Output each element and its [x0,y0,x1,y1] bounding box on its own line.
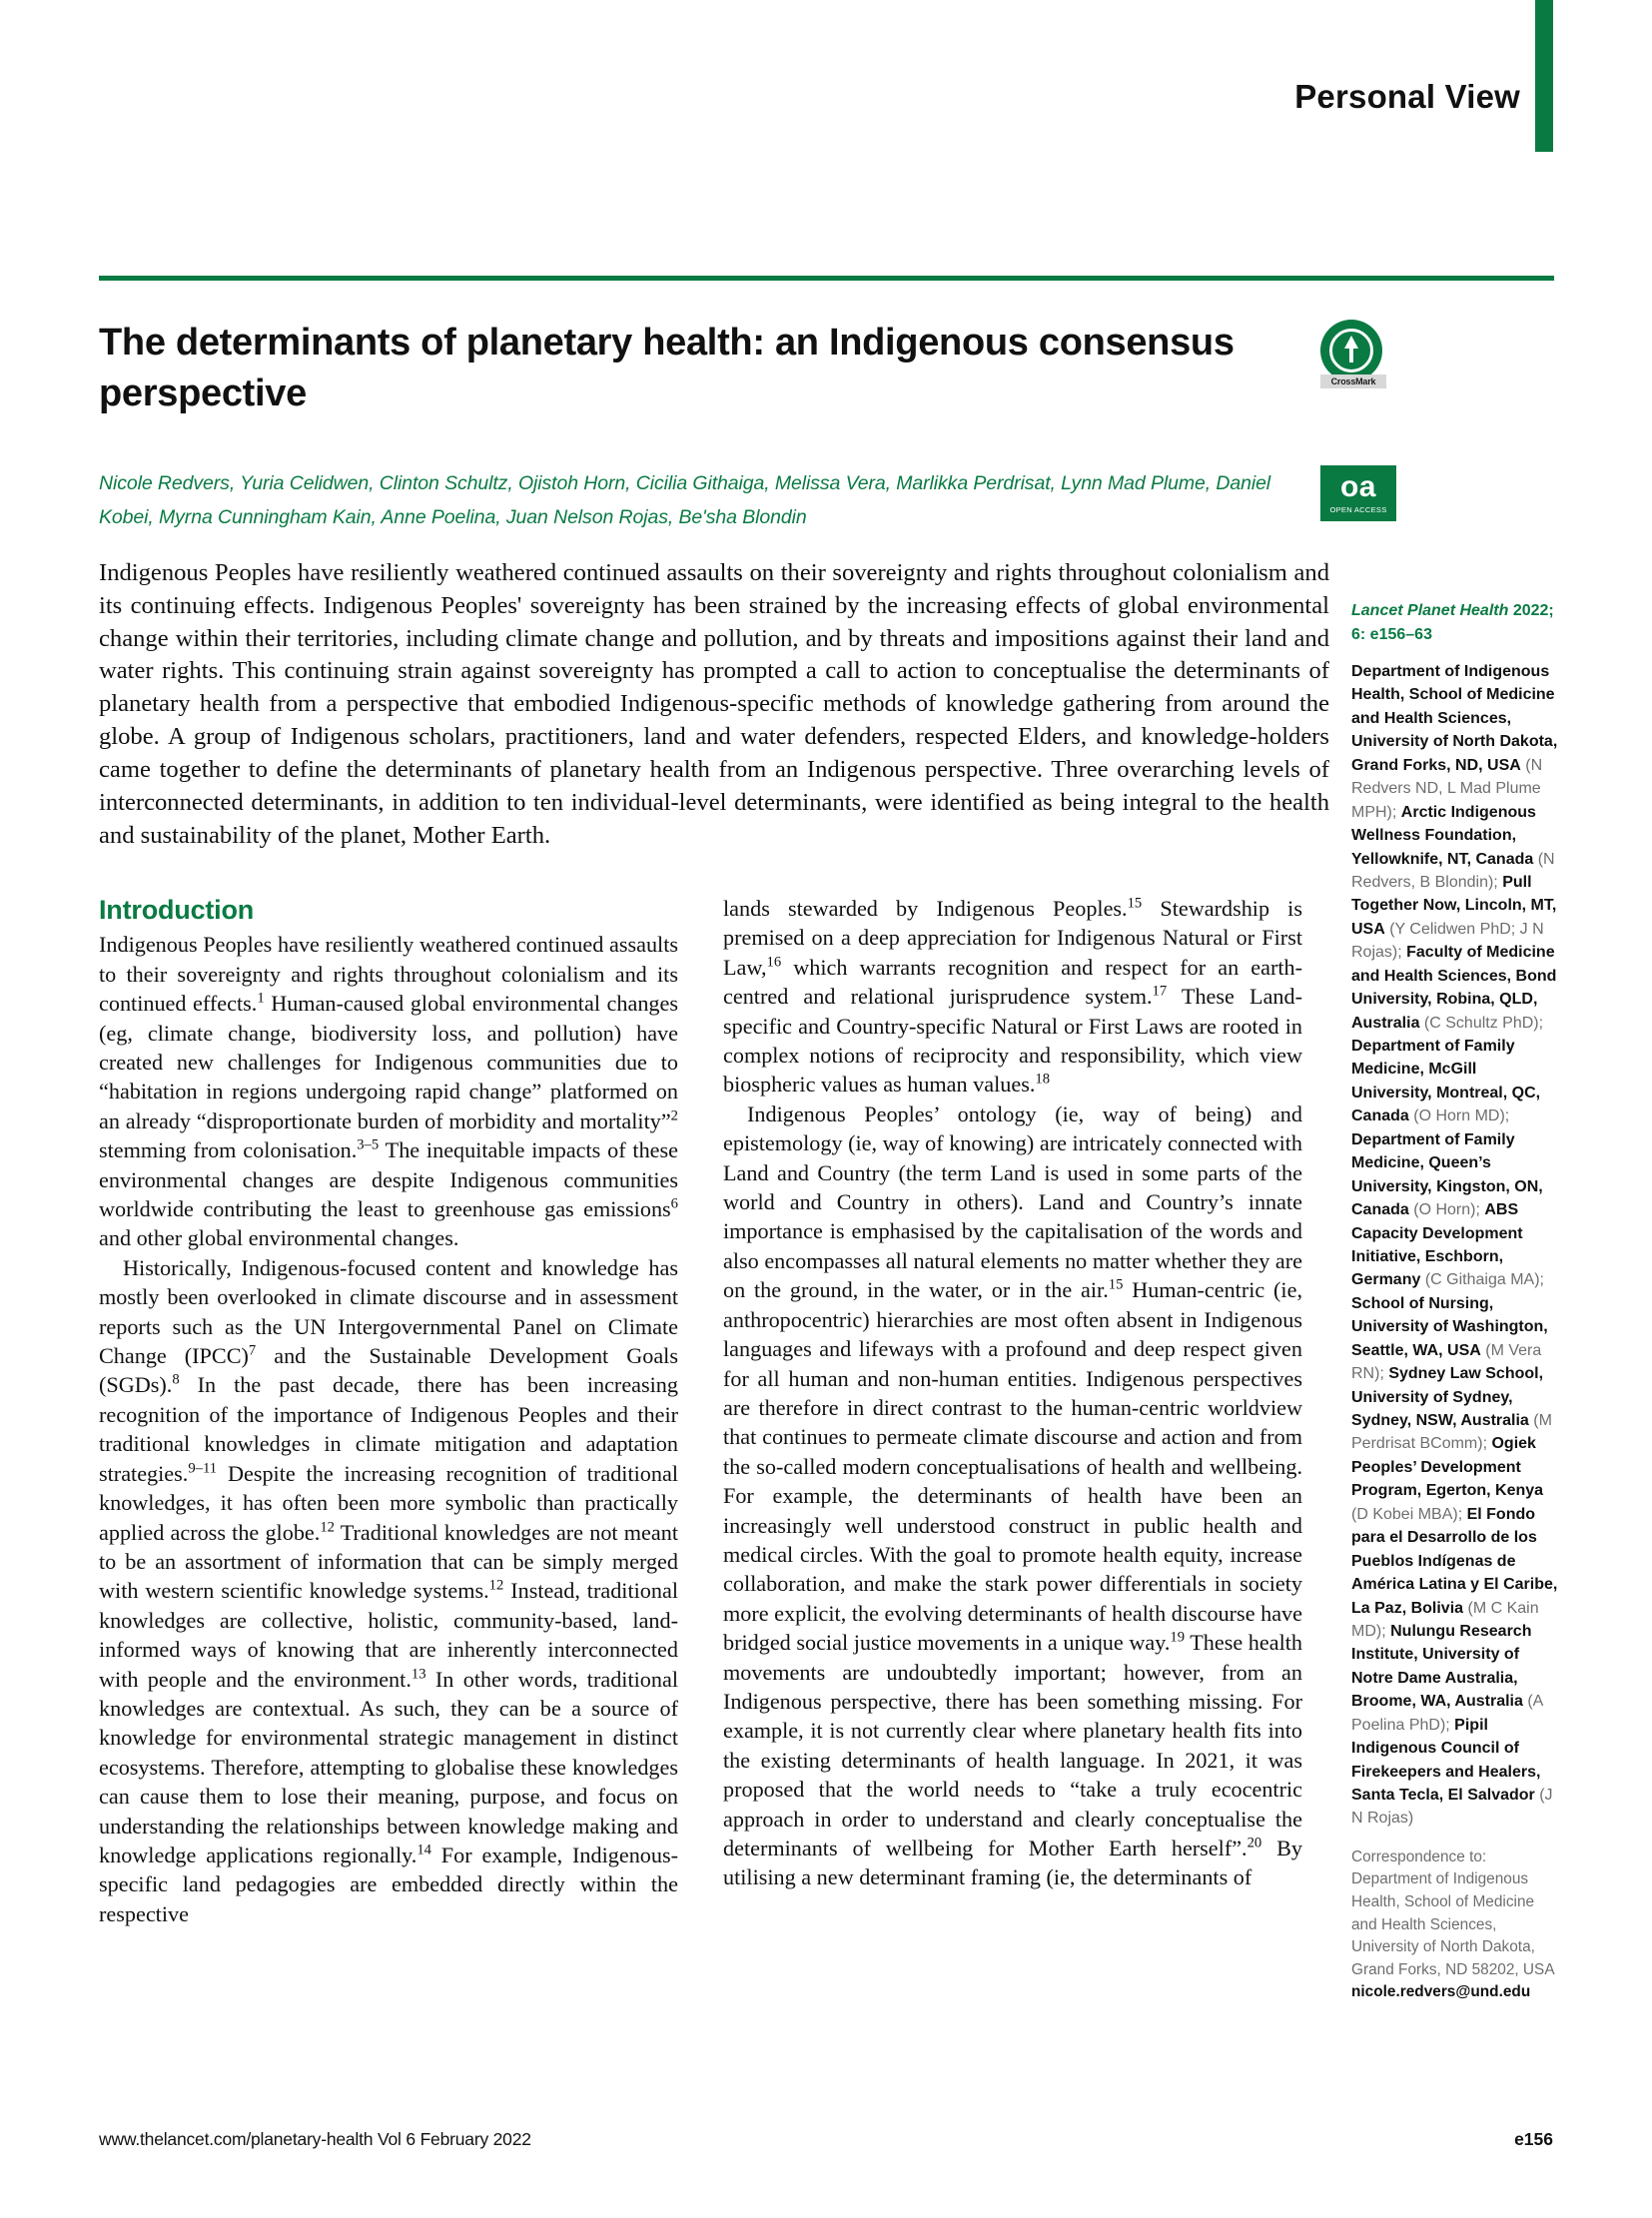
paragraph: Indigenous Peoples have resiliently weathered continued assaults to their sovereignty and rights throughout colonialism and its continued effects.$^1$ Human-caused global environmental changes (eg, climate change, biodiversity loss, and pollution) have created new challenges for Indigenous communities due to “habitation in regions undergoing rapid change” platformed on an already “disproportionate burden of morbidity and mortality”$^2$ stemming from colonisation.$^{3-5}$ The inequitable impacts of these environmental changes are despite Indigenous communities worldwide contributing the least to greenhouse gas emissions$^6$ and other global environmental changes. [99,932,678,1251]
section-heading-introduction: Introduction [99,895,255,925]
crossmark-label: CrossMark [1320,374,1386,388]
paragraph: lands stewarded by Indigenous Peoples.$^{15}$ Stewardship is premised on a deep appreciation for Indigenous Natural or First Law,$^{16}$ which warrants recognition and respect for an earth-centred and relational jurisprudence system.$^{17}$ These Land-specific and Country-specific Natural or First Laws are rooted in complex notions of reciprocity and responsibility, which view biospheric values as human values.$^{18}$ [723,895,1302,1098]
running-head-accent-bar [1535,0,1553,152]
running-head-label: Personal View [1294,78,1520,115]
title-block [99,318,1297,418]
paragraph: Indigenous Peoples’ ontology (ie, way of being) and epistemology (ie, way of knowing) are intricately connected with Land and Country (the term Land is used in some parts of the world and Country in others). Land and Country’s innate importance is emphasised by the capitalisation of the words and also encompasses all natural elements no matter whether they are on the ground, in the water, or in the air.$^{15}$ Human-centric (ie, anthropocentric) hierarchies are most often absent in Indigenous languages and lifeways with a profound and deep respect given for all human and non-human entities. Indigenous perspectives are therefore in direct contrast to the human-centric worldview that continues to permeate climate discourse and action and from the so-called modern conceptualisations of health and wellbeing. For example, the determinants of health have been an increasingly well understood construct in public health and medical circles. With the goal to promote health equity, increase collaboration, and make the stark power differentials in society more explicit, the evolving determinants of health discourse have bridged social justice movements in a unique way.$^{19}$ These health movements are undoubtedly important; however, from an Indigenous perspective, there has been something missing. For example, it is not currently clear where planetary health fits into the existing determinants of health language. In 2021, it was proposed that the world needs to “take a truly ecocentric approach in order to understand and clearly conceptualise the determinants of wellbeing for Mother Earth herself”.$^{20}$ By utilising a new determinant framing (ie, the determinants of [723,1101,1302,1890]
abstract-text: Indigenous Peoples have resiliently weathered continued assaults on their sovereignty and rights throughout colonialism and its continuing effects. Indigenous Peoples' sovereignty has been strained by the increasing effects of global environmental change within their territories, including climate change and pollution, and by threats and impositions against their land and water rights. This continuing strain against sovereignty has prompted a call to action to conceptualise the determinants of planetary health from a perspective that embodied Indigenous-specific methods of knowledge gathering from around the globe. A group of Indigenous scholars, practitioners, land and water defenders, respected Elders, and knowledge-holders came together to define the determinants of planetary health from an Indigenous perspective. Three overarching levels of interconnected determinants, in addition to ten individual-level determinants, were identified as being integral to the health and sustainability of the planet, Mother Earth. [99,559,1329,849]
body-column-middle [723,894,1302,1892]
author-list: Nicole Redvers, Yuria Celidwen, Clinton Schultz, Ojistoh Horn, Cicilia Githaiga, Melissa Vera, Marlikka Perdrisat, Lynn Mad Plume, Daniel Kobei, Myrna Cunningham Kain, Anne Poelina, Juan Nelson Rojas, Be'sha Blondin [99,472,1271,528]
header-divider-rule [99,276,1554,281]
page-title: The determinants of planetary health: an Indigenous consensus perspective [99,322,1235,414]
body-column-left [99,894,678,1928]
footer-journal-info[interactable]: www.thelancet.com/planetary-health Vol 6 February 2022 [99,2129,531,2149]
sidebar-metadata [1351,599,1561,2004]
open-access-badge[interactable] [1320,465,1396,521]
crossmark-ring [1320,320,1382,381]
correspondence-block: Correspondence to: Department of Indigenous Health, School of Medicine and Health Sciences, University of North Dakota, Grand Forks, ND 58202, USA nicole.redvers@und.edu [1351,1848,1555,2001]
crossmark-arrow-icon [1344,336,1358,349]
paragraph: Historically, Indigenous-focused content and knowledge has mostly been overlooked in climate discourse and in assessment reports such as the UN Intergovernmental Panel on Climate Change (IPCC)$^7$ and the Sustainable Development Goals (SGDs).$^8$ In the past decade, there has been increasing recognition of the importance of Indigenous Peoples and their traditional knowledges in climate mitigation and adaptation strategies.$^{9-11}$ Despite the increasing recognition of traditional knowledges, it has often been more symbolic than practically applied across the globe.$^{12}$ Traditional knowledges are not meant to be an assortment of information that can be simply merged with western scientific knowledge systems.$^{12}$ Instead, traditional knowledges are collective, holistic, community-based, land-informed ways of knowing that are inherently interconnected with people and the environment.$^{13}$ In other words, traditional knowledges are contextual. As such, they can be a source of knowledge for environmental strategic management in distinct ecosystems. Therefore, attempting to globalise these knowledges can cause them to lose their meaning, purpose, and focus on understanding the relationships between knowledge making and knowledge applications regionally.$^{14}$ For example, Indigenous-specific land pedagogies are embedded directly within the respective [99,1254,678,1926]
journal-citation: Lancet Planet Health 2022; 6: e156–63 [1351,602,1554,643]
author-affiliations: Department of Indigenous Health, School of Medicine and Health Sciences, University of North Dakota, Grand Forks, ND, USA (N Redvers ND, L Mad Plume MPH); Arctic Indigenous Wellness Foundation, Yellowknife, NT, Canada (N Redvers, B Blondin); Pull Together Now, Lincoln, MT, USA (Y Celidwen PhD; J N Rojas); Faculty of Medicine and Health Sciences, Bond University, Robina, QLD, Australia (C Schultz PhD); Department of Family Medicine, McGill University, Montreal, QC, Canada (O Horn MD); Department of Family Medicine, Queen’s University, Kingston, ON, Canada (O Horn); ABS Capacity Development Initiative, Eschborn, Germany (C Githaiga MA); School of Nursing, University of Washington, Seattle, WA, USA (M Vera RN); Sydney Law School, University of Sydney, Sydney, NSW, Australia (M Perdrisat BComm); Ogiek Peoples’ Development Program, Egerton, Kenya (D Kobei MBA); El Fondo para el Desarrollo de los Pueblos Indígenas de América Latina y El Caribe, La Paz, Bolivia (M C Kain MD); Nulungu Research Institute, University of Notre Dame Australia, Broome, WA, Australia (A Poelina PhD); Pipil Indigenous Council of Firekeepers and Healers, Santa Tecla, El Salvador (J N Rojas) [1351,663,1558,1828]
crossmark-stem [1349,347,1353,363]
footer-page-number: e156 [1514,2129,1553,2149]
crossmark-icon[interactable] [1320,320,1396,395]
open-access-abbr: oa [1339,470,1376,503]
open-access-sublabel: OPEN ACCESS [1329,505,1387,514]
